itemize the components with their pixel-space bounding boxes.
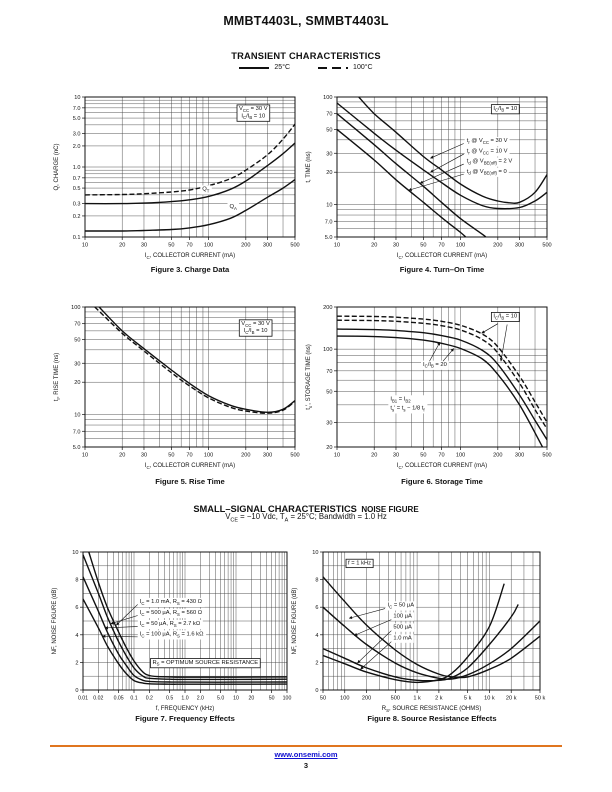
svg-text:10: 10 [333, 242, 341, 249]
svg-text:70: 70 [326, 368, 333, 375]
svg-text:100 µA: 100 µA [393, 613, 412, 620]
chart-canvas [299, 91, 563, 269]
svg-text:300: 300 [262, 242, 273, 249]
svg-text:20: 20 [371, 452, 378, 459]
svg-text:tr @ VCC = 10 V: $t_r$ @ $V_{CC} = 10$ V [466, 148, 508, 156]
svg-text:10: 10 [233, 695, 239, 702]
svg-text:50: 50 [168, 452, 175, 459]
svg-text:100: 100 [455, 452, 466, 459]
section-title-noise-figure: NOISE FIGURE [361, 505, 419, 514]
svg-text:10: 10 [81, 452, 89, 459]
svg-text:70: 70 [186, 242, 193, 249]
section-title-small-signal-main: SMALL–SIGNAL CHARACTERISTICS [193, 504, 357, 514]
svg-text:100: 100 [203, 242, 214, 249]
footer-link-wrap [0, 750, 612, 759]
svg-text:4: 4 [315, 632, 319, 639]
svg-text:50: 50 [326, 389, 333, 396]
svg-text:30: 30 [140, 452, 148, 459]
svg-text:8: 8 [75, 577, 79, 584]
figure-caption-3: Figure 3. Charge Data [150, 265, 230, 274]
svg-text:300: 300 [514, 452, 525, 459]
svg-text:100: 100 [71, 305, 81, 311]
chart-figure-8-source-resistance-effects [282, 546, 556, 727]
series-curve [85, 180, 295, 231]
svg-text:0.1: 0.1 [130, 695, 138, 702]
svg-text:20: 20 [119, 452, 126, 459]
svg-text:100: 100 [323, 95, 333, 101]
svg-text:300: 300 [262, 452, 273, 459]
series-curve [337, 129, 466, 237]
small-signal-conditions: $V_{CE} = -10$ Vdc, $T_A = 25^\circ C$; Bandwidth = 1.0 Hz [225, 512, 387, 524]
svg-text:100: 100 [203, 452, 214, 459]
series-curve [85, 124, 295, 195]
legend-label-25c: 25°C [274, 64, 291, 71]
page-number: 3 [303, 761, 309, 770]
section-title-transient: TRANSIENT CHARACTERISTICS [231, 51, 381, 61]
svg-text:500 µA: 500 µA [393, 624, 412, 631]
svg-text:NF, NOISE FIGURE (dB): NF, NOISE FIGURE (dB) [292, 587, 298, 655]
svg-text:100: 100 [323, 347, 333, 354]
svg-text:50: 50 [268, 695, 275, 702]
figure-caption-7: Figure 7. Frequency Effects [135, 714, 235, 723]
svg-text:200: 200 [493, 452, 503, 459]
svg-text:2.0: 2.0 [72, 143, 81, 150]
svg-text:IC, COLLECTOR CURRENT (mA): $I_C$, COLLECTOR CURRENT (mA) [396, 253, 488, 260]
dashed-line-sample [318, 65, 348, 71]
svg-text:20: 20 [371, 242, 378, 249]
svg-text:20: 20 [248, 695, 255, 702]
svg-text:100: 100 [282, 695, 292, 702]
svg-text:0.5: 0.5 [72, 186, 81, 193]
svg-text:70: 70 [74, 321, 81, 328]
svg-text:10: 10 [333, 452, 341, 459]
svg-text:0.05: 0.05 [113, 695, 124, 702]
svg-text:500: 500 [542, 242, 552, 249]
chart-figure-6-storage-time [299, 301, 563, 484]
svg-text:20: 20 [74, 380, 81, 387]
svg-text:IC/IB = 20: $I_C/I_B = 20$ [423, 361, 447, 369]
svg-text:VCC = 30 VIC/IB = 10: $V_{CC} = 30$ V $I_C/I_B = 10$ [241, 321, 270, 336]
svg-text:td @ VBE(off) = 2 V: $t_d$ @ $V_{BE(off)} = 2$ V [466, 158, 513, 166]
svg-text:2 k: 2 k [435, 695, 443, 702]
svg-text:tr, RISE TIME (ns): $t_r$, RISE TIME (ns) [54, 352, 61, 402]
svg-text:10: 10 [72, 550, 79, 556]
svg-text:f, FREQUENCY (kHz): f, FREQUENCY (kHz) [155, 706, 215, 712]
svg-text:30: 30 [326, 151, 333, 158]
svg-text:300: 300 [514, 242, 525, 249]
svg-text:2: 2 [75, 660, 79, 667]
svg-text:50: 50 [420, 452, 427, 459]
svg-text:20: 20 [119, 242, 126, 249]
svg-text:2: 2 [315, 660, 319, 667]
series-curve [337, 329, 547, 440]
svg-text:8: 8 [315, 577, 319, 584]
svg-text:70: 70 [186, 452, 193, 459]
svg-text:500: 500 [290, 242, 300, 249]
svg-text:IC = 1.0 mA, RS = 430 Ω: $I_C = 1.0$ mA, $R_S = 430$ Ω [139, 599, 203, 606]
svg-text:30: 30 [392, 452, 400, 459]
svg-text:100: 100 [340, 695, 350, 702]
svg-text:IC = 50 µA, RS = 2.7 kΩ: $I_C = 50$ µA, $R_S = 2.7$ kΩ [139, 621, 201, 628]
series-curve [337, 336, 543, 447]
svg-text:10: 10 [326, 202, 333, 209]
svg-text:5 k: 5 k [463, 695, 472, 702]
svg-text:VCC = 30 VIC/IB = 10: $V_{CC} = 30$ V $I_C/I_B = 10$ [239, 106, 268, 121]
svg-text:50 k: 50 k [534, 695, 546, 702]
svg-text:500: 500 [290, 452, 300, 459]
footer-rule [50, 745, 562, 747]
svg-text:200: 200 [241, 452, 251, 459]
svg-text:7.0: 7.0 [72, 105, 81, 112]
svg-text:0: 0 [75, 688, 79, 694]
svg-text:200: 200 [493, 242, 503, 249]
svg-text:10 k: 10 k [484, 695, 495, 702]
page-title: MMBT4403L, SMMBT4403L [223, 14, 389, 28]
svg-text:0.1: 0.1 [72, 235, 81, 241]
svg-text:t, TIME (ns): t, TIME (ns) [306, 151, 312, 183]
svg-text:2.0: 2.0 [196, 695, 204, 702]
svg-text:0.7: 0.7 [72, 175, 81, 182]
temperature-legend [0, 64, 612, 71]
svg-text:70: 70 [438, 242, 445, 249]
svg-text:500: 500 [542, 452, 552, 459]
svg-text:1.0: 1.0 [72, 165, 81, 171]
svg-text:0.5: 0.5 [166, 695, 174, 702]
svg-text:50: 50 [319, 695, 327, 702]
svg-text:td @ VBE(off) = 0: $t_d$ @ $V_{BE(off)} = 0$ [466, 168, 507, 176]
svg-text:tr @ VCC = 30 V: $t_r$ @ $V_{CC} = 30$ V [466, 138, 508, 146]
svg-text:20 k: 20 k [505, 695, 517, 702]
solid-line-sample [239, 65, 269, 71]
svg-text:IC, COLLECTOR CURRENT (mA): $I_C$, COLLECTOR CURRENT (mA) [396, 463, 488, 470]
svg-text:0: 0 [315, 688, 319, 694]
svg-text:10: 10 [81, 242, 89, 249]
figure-caption-8: Figure 8. Source Resistance Effects [367, 714, 497, 723]
svg-text:10: 10 [74, 412, 81, 419]
svg-text:20: 20 [326, 170, 333, 177]
chart-canvas [45, 546, 303, 722]
svg-text:200: 200 [241, 242, 251, 249]
legend-label-100c: 100°C [353, 64, 373, 71]
svg-text:IC = 100 µA, RS = 1.6 kΩ: $I_C = 100$ µA, $R_S = 1.6$ kΩ [139, 631, 204, 639]
chart-figure-4-turn-on-time [299, 91, 563, 274]
svg-text:10: 10 [74, 95, 81, 101]
chart-figure-5-rise-time [47, 301, 311, 484]
svg-text:10: 10 [312, 550, 319, 556]
svg-text:3.0: 3.0 [72, 131, 81, 138]
svg-text:f = 1 kHz: f = 1 kHz [348, 560, 372, 567]
svg-text:5.0: 5.0 [72, 116, 81, 123]
svg-text:200: 200 [323, 305, 333, 311]
svg-text:6: 6 [75, 605, 79, 612]
svg-text:50: 50 [326, 127, 333, 134]
legend-item-100c [318, 64, 373, 71]
chart-figure-3-charge-data [47, 91, 311, 274]
svg-text:500: 500 [390, 695, 401, 702]
svg-text:Q, CHARGE (nC): Q, CHARGE (nC) [54, 143, 60, 191]
svg-text:IC = 500 µA, RS = 560 Ω: $I_C = 500$ µA, $R_S = 560$ Ω [139, 610, 203, 617]
svg-text:7.0: 7.0 [72, 429, 81, 436]
svg-text:50: 50 [74, 337, 81, 344]
svg-text:0.01: 0.01 [77, 695, 89, 702]
svg-text:QT: $Q_T$ [202, 186, 210, 194]
svg-text:IC/IB = 10: $I_C/I_B = 10$ [493, 313, 518, 321]
svg-text:QA: $Q_A$ [229, 203, 237, 211]
svg-text:RS, SOURCE RESISTANCE (OHMS): $R_S$, SOURCE RESISTANCE (OHMS) [381, 706, 482, 713]
svg-text:70: 70 [326, 111, 333, 118]
svg-text:20: 20 [326, 445, 333, 451]
svg-text:5.0: 5.0 [324, 235, 333, 241]
svg-text:RS = OPTIMUM SOURCE RESISTANCE: $R_S$ = OPTIMUM SOURCE RESISTANCE [152, 659, 259, 667]
svg-text:50: 50 [168, 242, 175, 249]
svg-text:4: 4 [75, 632, 79, 639]
figure-caption-4: Figure 4. Turn–On Time [399, 265, 485, 274]
svg-text:IC, COLLECTOR CURRENT (mA): $I_C$, COLLECTOR CURRENT (mA) [144, 253, 236, 260]
chart-canvas [299, 301, 563, 479]
svg-text:1 k: 1 k [413, 695, 421, 702]
svg-text:5.0: 5.0 [217, 695, 225, 702]
svg-text:IC, COLLECTOR CURRENT (mA): $I_C$, COLLECTOR CURRENT (mA) [144, 463, 236, 470]
svg-text:30: 30 [392, 242, 400, 249]
svg-text:1.0: 1.0 [181, 695, 189, 702]
svg-text:0.3: 0.3 [72, 201, 81, 208]
svg-text:IC/IB = 10: $I_C/I_B = 10$ [493, 105, 518, 113]
svg-text:IB1 = IB2ts′ = ts − 1/8 tf: $I_{B1} = I_{B2}$ $t_s' = t_s - 1/8$ $t_f$ [390, 396, 425, 413]
onsemi-link[interactable]: www.onsemi.com [274, 750, 338, 759]
svg-text:70: 70 [438, 452, 445, 459]
svg-text:30: 30 [74, 361, 81, 368]
svg-text:50: 50 [420, 242, 427, 249]
figure-caption-6: Figure 6. Storage Time [401, 477, 483, 486]
legend-item-25c [239, 64, 290, 71]
svg-text:6: 6 [315, 605, 319, 612]
svg-text:200: 200 [361, 695, 372, 702]
chart-canvas [47, 91, 311, 269]
svg-text:NF, NOISE FIGURE (dB): NF, NOISE FIGURE (dB) [52, 587, 58, 655]
chart-canvas [47, 301, 311, 479]
svg-text:0.2: 0.2 [72, 213, 81, 220]
svg-text:0.2: 0.2 [145, 695, 153, 702]
chart-figure-7-frequency-effects [45, 546, 303, 727]
svg-text:30: 30 [140, 242, 148, 249]
svg-text:100: 100 [455, 242, 466, 249]
svg-text:7.0: 7.0 [324, 219, 333, 226]
svg-text:1.0 mA: 1.0 mA [393, 635, 412, 642]
svg-text:IC = 50 µA: $I_C = 50$ µA [387, 602, 415, 610]
svg-text:ts′, STORAGE TIME (ns): $t_s'$, STORAGE TIME (ns) [306, 344, 313, 410]
svg-text:30: 30 [326, 420, 333, 427]
svg-text:5.0: 5.0 [72, 445, 81, 451]
figure-caption-5: Figure 5. Rise Time [155, 477, 225, 486]
chart-canvas [282, 546, 556, 722]
svg-text:0.02: 0.02 [93, 695, 104, 702]
